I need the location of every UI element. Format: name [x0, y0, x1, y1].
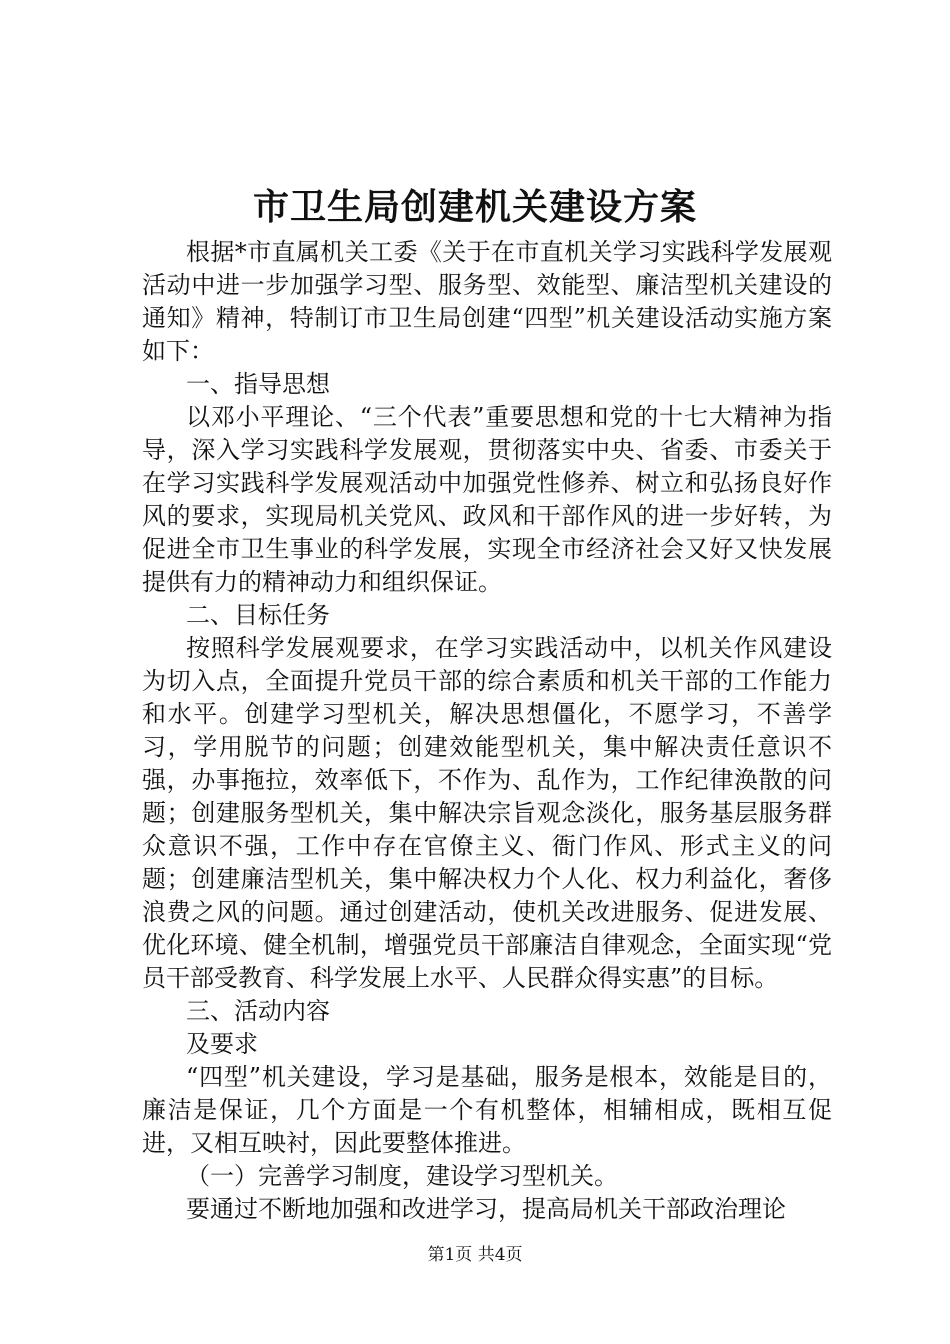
subsection-heading-1: （一）完善学习制度，建设学习型机关。: [186, 1162, 618, 1190]
page-footer: 第1页 共4页: [427, 1245, 523, 1265]
section-heading-2: 二、目标任务: [186, 601, 330, 629]
paragraph-goals: 按照科学发展观要求，在学习实践活动中，以机关作风建设为切入点，全面提升党员干部的综合素质和机关干部的工作能力和水平。创建学习型机关，解决思想僵化，不愿学习，不善学习，学用脱节的问题；创建效能型机关，集中解决责任意识不强，办事拖拉，效率低下，不作为、乱作为，工作纪律涣散的问题；创建服务型机关，集中解决宗旨观念淡化，服务基层服务群众意识不强，工作中存在官僚主义、衙门作风、形式主义的问题；创建廉洁型机关，集中解决权力个人化、权力利益化，奢侈浪费之风的问题。通过创建活动，使机关改进服务、促进发展、优化环境、健全机制，增强党员干部廉洁自律观念，全面实现“党员干部受教育、科学发展上水平、人民群众得实惠”的目标。: [142, 634, 832, 992]
document-title: 市卫生局创建机关建设方案: [252, 186, 697, 228]
paragraph-four-types: “四型”机关建设，学习是基础，服务是根本，效能是目的，廉洁是保证，几个方面是一个有机整体，相辅相成，既相互促进，又相互映衬，因此要整体推进。: [142, 1063, 832, 1157]
paragraph-study: 要通过不断地加强和改进学习，提高局机关干部政治理论: [186, 1195, 786, 1223]
paragraph-guiding-thought: 以邓小平理论、“三个代表”重要思想和党的十七大精神为指导，深入学习实践科学发展观，贯彻落实中央、省委、市委关于在学习实践科学发展观活动中加强党性修养、树立和弘扬良好作风的要求，实现局机关党风、政风和干部作风的进一步好转，为促进全市卫生事业的科学发展，实现全市经济社会又好又快发展提供有力的精神动力和组织保证。: [142, 403, 832, 596]
document-body: [142, 236, 832, 1226]
section-heading-1: 一、指导思想: [186, 370, 330, 398]
paragraph-intro: 根据*市直属机关工委《关于在市直机关学习实践科学发展观活动中进一步加强学习型、服务型、效能型、廉洁型机关建设的通知》精神，特制订市卫生局创建“四型”机关建设活动实施方案如下：: [142, 238, 832, 365]
section-heading-3-cont: 及要求: [186, 1030, 258, 1058]
section-heading-3: 三、活动内容: [186, 997, 330, 1025]
